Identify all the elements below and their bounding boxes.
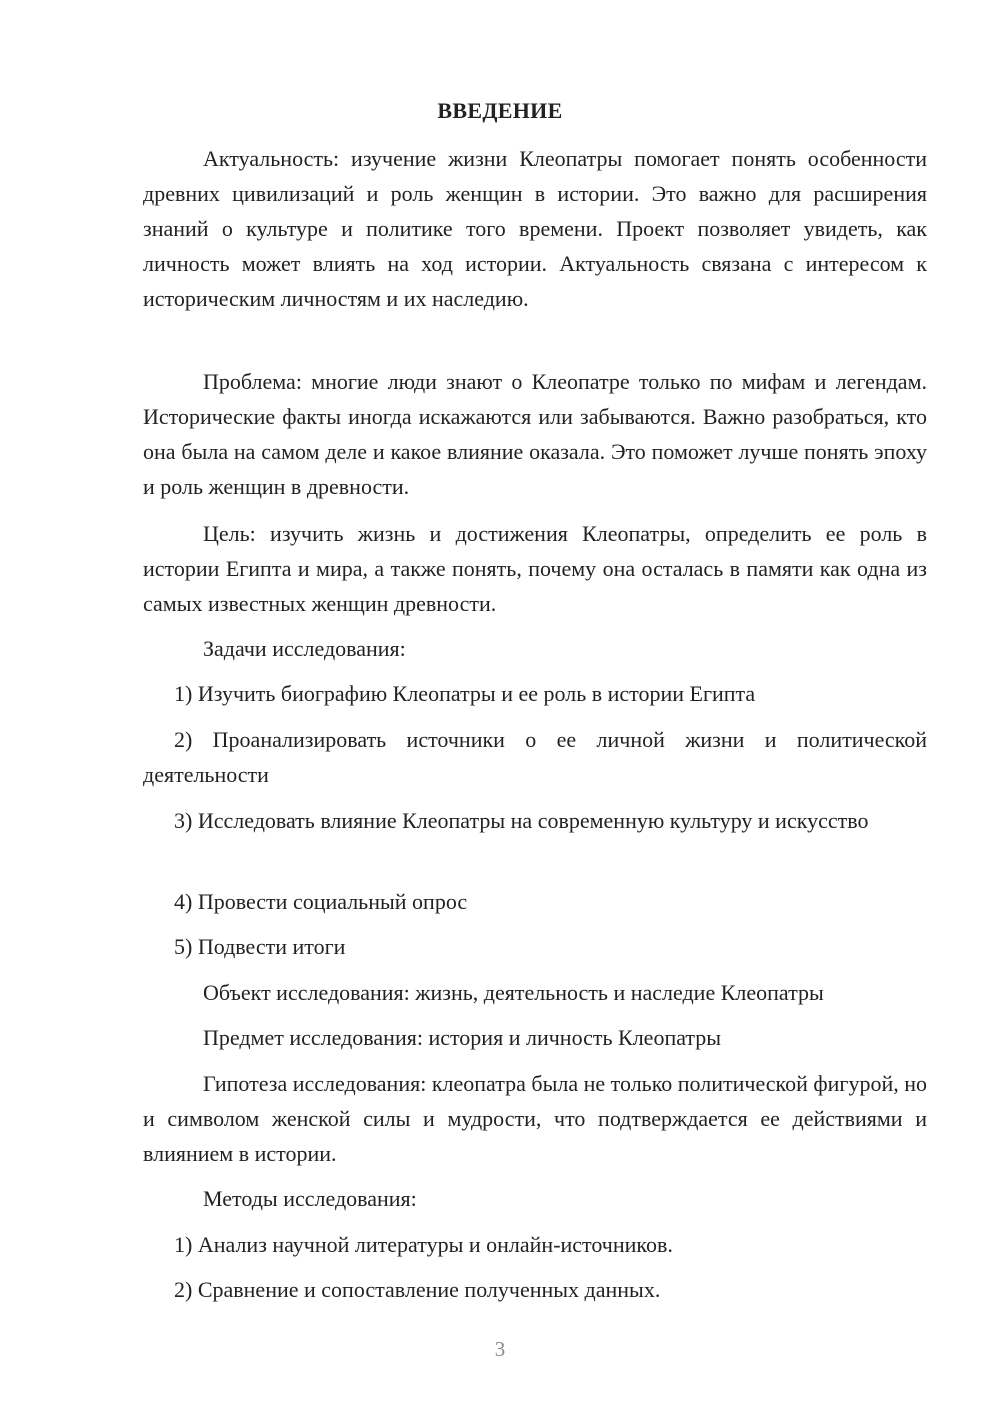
task-item: 2) Проанализировать источники о ее личной жизни и политической деятельности <box>143 727 927 787</box>
method-item: 2) Сравнение и сопоставление полученных данных. <box>174 1277 661 1302</box>
tasks-heading: Задачи исследования: <box>203 636 406 661</box>
task-item: 3) Исследовать влияние Клеопатры на современную культуру и искусство <box>174 808 869 833</box>
object-paragraph: Объект исследования: жизнь, деятельность и наследие Клеопатры <box>203 980 824 1005</box>
page-title: ВВЕДЕНИЕ <box>437 98 563 123</box>
task-item: 1) Изучить биографию Клеопатры и ее роль в истории Египта <box>174 681 756 706</box>
task-item: 4) Провести социальный опрос <box>174 889 468 914</box>
problem-paragraph: Проблема: многие люди знают о Клеопатре только по мифам и легендам. Исторические факты иногда искажаются или забываются. Важно разобраться, кто она была на самом деле и какое влияние оказала. Это поможет лучше понять эпоху и роль женщин в древности. <box>143 369 927 499</box>
subject-paragraph: Предмет исследования: история и личность Клеопатры <box>203 1025 722 1050</box>
methods-heading: Методы исследования: <box>203 1186 417 1211</box>
relevance-paragraph: Актуальность: изучение жизни Клеопатры помогает понять особенности древних цивилизаций и роль женщин в истории. Это важно для расширения знаний о культуре и политике того времени. Проект позволяет увидеть, как личность может влиять на ход истории. Актуальность связана с интересом к историческим личностям и их наследию. <box>143 146 927 311</box>
hypothesis-paragraph: Гипотеза исследования: клеопатра была не только политической фигурой, но и символом женской силы и мудрости, что подтверждается ее действиями и влиянием в истории. <box>143 1071 927 1166</box>
task-item: 5) Подвести итоги <box>174 934 346 959</box>
page-number: 3 <box>494 1337 506 1361</box>
goal-paragraph: Цель: изучить жизнь и достижения Клеопатры, определить ее роль в истории Египта и мира, а также понять, почему она осталась в памяти как одна из самых известных женщин древности. <box>143 521 927 616</box>
method-item: 1) Анализ научной литературы и онлайн-источников. <box>174 1232 673 1257</box>
